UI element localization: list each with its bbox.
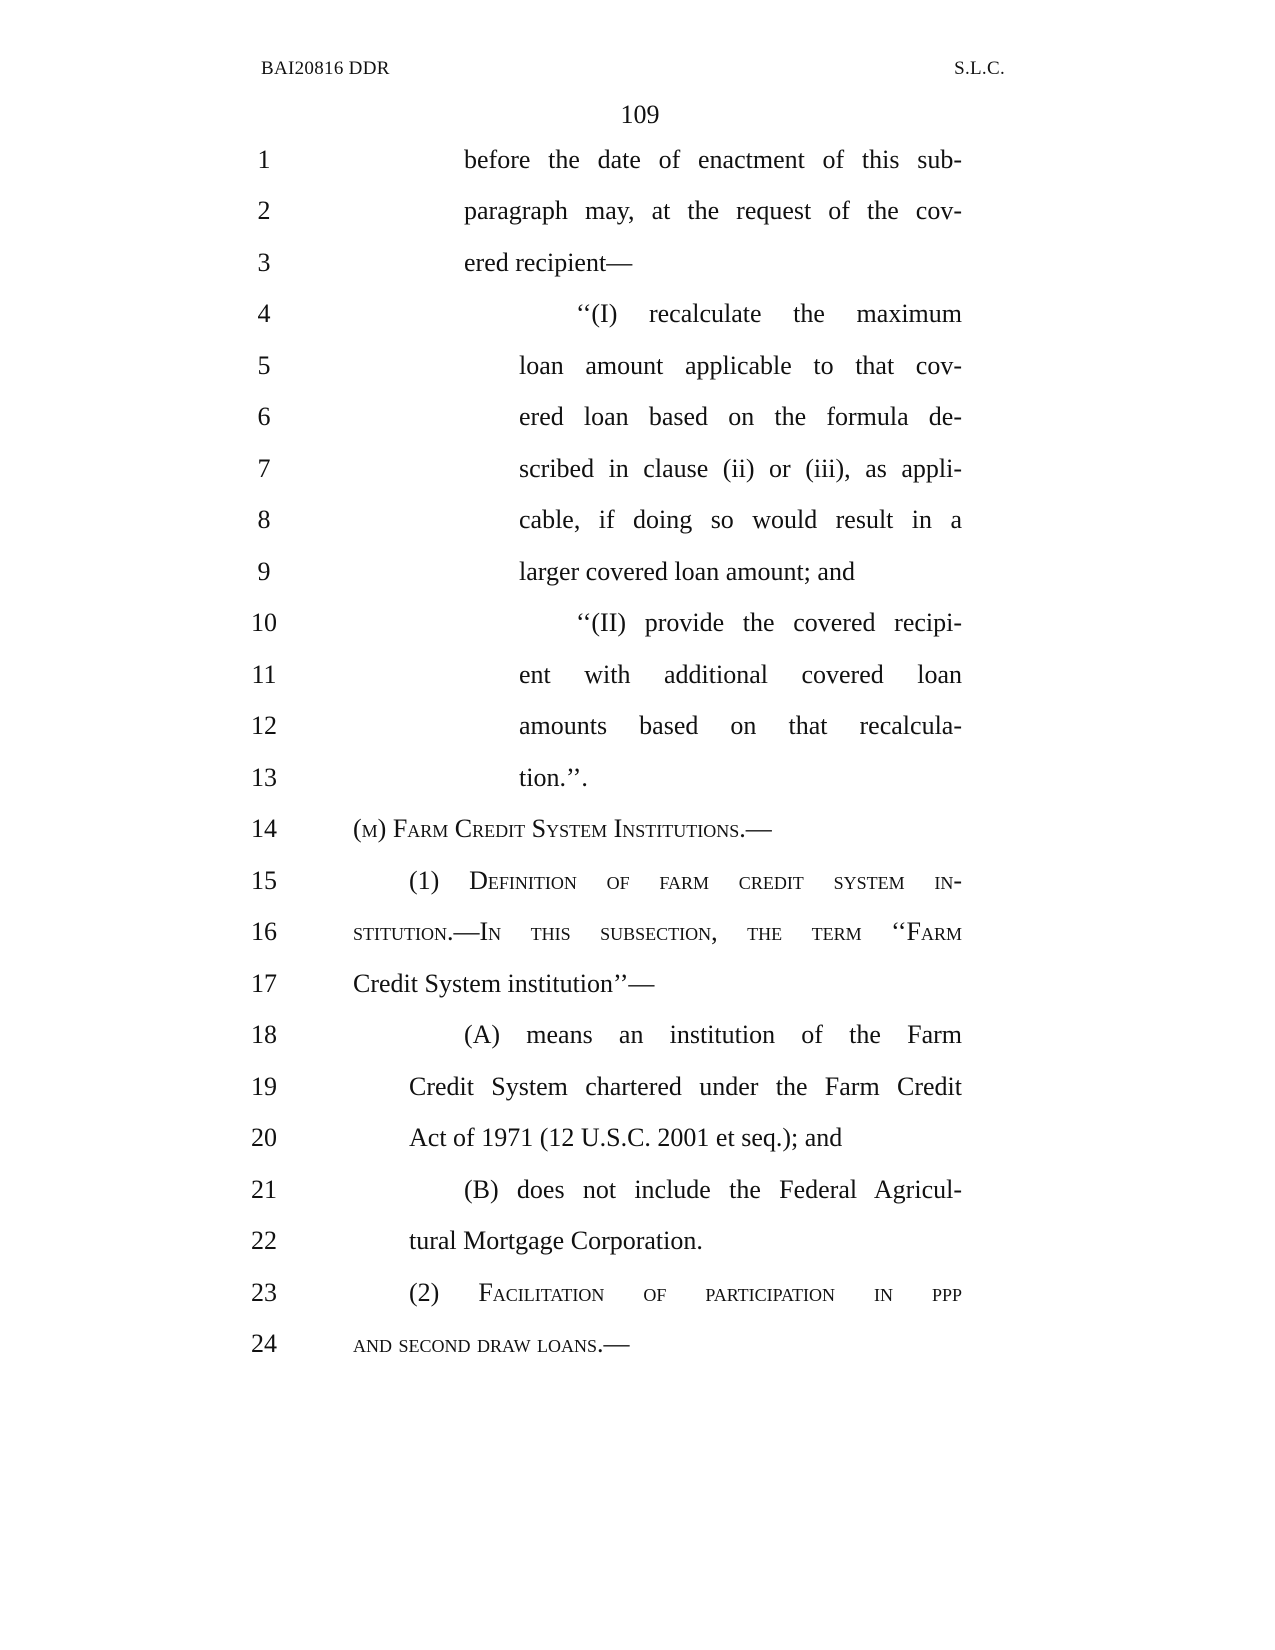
line-text: ered loan based on the formula de- bbox=[519, 402, 962, 431]
document-id-header: BAI20816 DDR bbox=[261, 58, 390, 79]
line-text: ‘‘(II) provide the covered recipi- bbox=[576, 608, 962, 637]
line-number: 11 bbox=[251, 660, 277, 689]
line-number: 23 bbox=[251, 1278, 277, 1307]
text-line bbox=[0, 140, 1275, 180]
line-number: 8 bbox=[257, 505, 271, 534]
text-line bbox=[0, 603, 1275, 643]
line-number: 12 bbox=[251, 711, 277, 740]
line-text: scribed in clause (ii) or (iii), as appli- bbox=[519, 454, 962, 483]
text-line bbox=[0, 1324, 1275, 1364]
line-number: 24 bbox=[251, 1329, 277, 1358]
line-text: tural Mortgage Corporation. bbox=[409, 1226, 703, 1255]
line-text: loan amount applicable to that cov- bbox=[519, 351, 962, 380]
line-text: Credit System institution’’— bbox=[353, 969, 655, 998]
line-text: (A) means an institution of the Farm bbox=[464, 1020, 962, 1049]
line-text: paragraph may, at the request of the cov- bbox=[464, 196, 962, 225]
line-number: 6 bbox=[257, 402, 271, 431]
text-line bbox=[0, 1015, 1275, 1055]
line-number: 13 bbox=[251, 763, 277, 792]
line-text: stitution.—In this subsection, the term ‘‘Farm bbox=[353, 917, 962, 946]
text-line bbox=[0, 964, 1275, 1004]
text-line bbox=[0, 809, 1275, 849]
line-number: 10 bbox=[251, 608, 277, 637]
line-text: before the date of enactment of this sub- bbox=[464, 145, 962, 174]
text-line bbox=[0, 1067, 1275, 1107]
line-text: Act of 1971 (12 U.S.C. 2001 et seq.); and bbox=[409, 1123, 843, 1152]
line-number: 3 bbox=[257, 248, 271, 277]
text-line bbox=[0, 243, 1275, 283]
line-number: 14 bbox=[251, 814, 277, 843]
text-line bbox=[0, 1221, 1275, 1261]
text-line bbox=[0, 1273, 1275, 1313]
line-text: ent with additional covered loan bbox=[519, 660, 962, 689]
line-number: 7 bbox=[257, 454, 271, 483]
text-line bbox=[0, 397, 1275, 437]
text-line bbox=[0, 1118, 1275, 1158]
line-number: 21 bbox=[251, 1175, 277, 1204]
line-text: (1) Definition of farm credit system in- bbox=[409, 866, 962, 895]
line-text: (B) does not include the Federal Agricul- bbox=[464, 1175, 962, 1204]
text-line bbox=[0, 758, 1275, 798]
line-number: 4 bbox=[257, 299, 271, 328]
text-line bbox=[0, 1170, 1275, 1210]
line-text: ‘‘(I) recalculate the maximum bbox=[576, 299, 962, 328]
text-line bbox=[0, 655, 1275, 695]
line-text: (2) Facilitation of participation in ppp bbox=[409, 1278, 962, 1307]
line-number: 20 bbox=[251, 1123, 277, 1152]
line-number: 15 bbox=[251, 866, 277, 895]
page-number: 109 bbox=[620, 100, 660, 129]
text-line bbox=[0, 706, 1275, 746]
line-number: 22 bbox=[251, 1226, 277, 1255]
line-text: larger covered loan amount; and bbox=[519, 557, 855, 586]
line-number: 17 bbox=[251, 969, 277, 998]
text-line bbox=[0, 191, 1275, 231]
text-line bbox=[0, 294, 1275, 334]
line-number: 16 bbox=[251, 917, 277, 946]
line-number: 5 bbox=[257, 351, 271, 380]
text-line bbox=[0, 552, 1275, 592]
line-text: ered recipient— bbox=[464, 248, 633, 277]
line-text: amounts based on that recalcula- bbox=[519, 711, 962, 740]
line-text: cable, if doing so would result in a bbox=[519, 505, 962, 534]
line-number: 18 bbox=[251, 1020, 277, 1049]
line-text: and second draw loans.— bbox=[353, 1329, 630, 1358]
text-line bbox=[0, 500, 1275, 540]
line-text: (m) Farm Credit System Institutions.— bbox=[353, 814, 772, 843]
text-line bbox=[0, 861, 1275, 901]
line-number: 19 bbox=[251, 1072, 277, 1101]
line-number: 9 bbox=[257, 557, 271, 586]
line-number: 1 bbox=[257, 145, 271, 174]
text-line bbox=[0, 346, 1275, 386]
text-line bbox=[0, 449, 1275, 489]
line-text: Credit System chartered under the Farm Credit bbox=[409, 1072, 962, 1101]
line-number: 2 bbox=[257, 196, 271, 225]
line-text: tion.’’. bbox=[519, 763, 588, 792]
text-line bbox=[0, 912, 1275, 952]
slc-header: S.L.C. bbox=[954, 58, 1005, 79]
